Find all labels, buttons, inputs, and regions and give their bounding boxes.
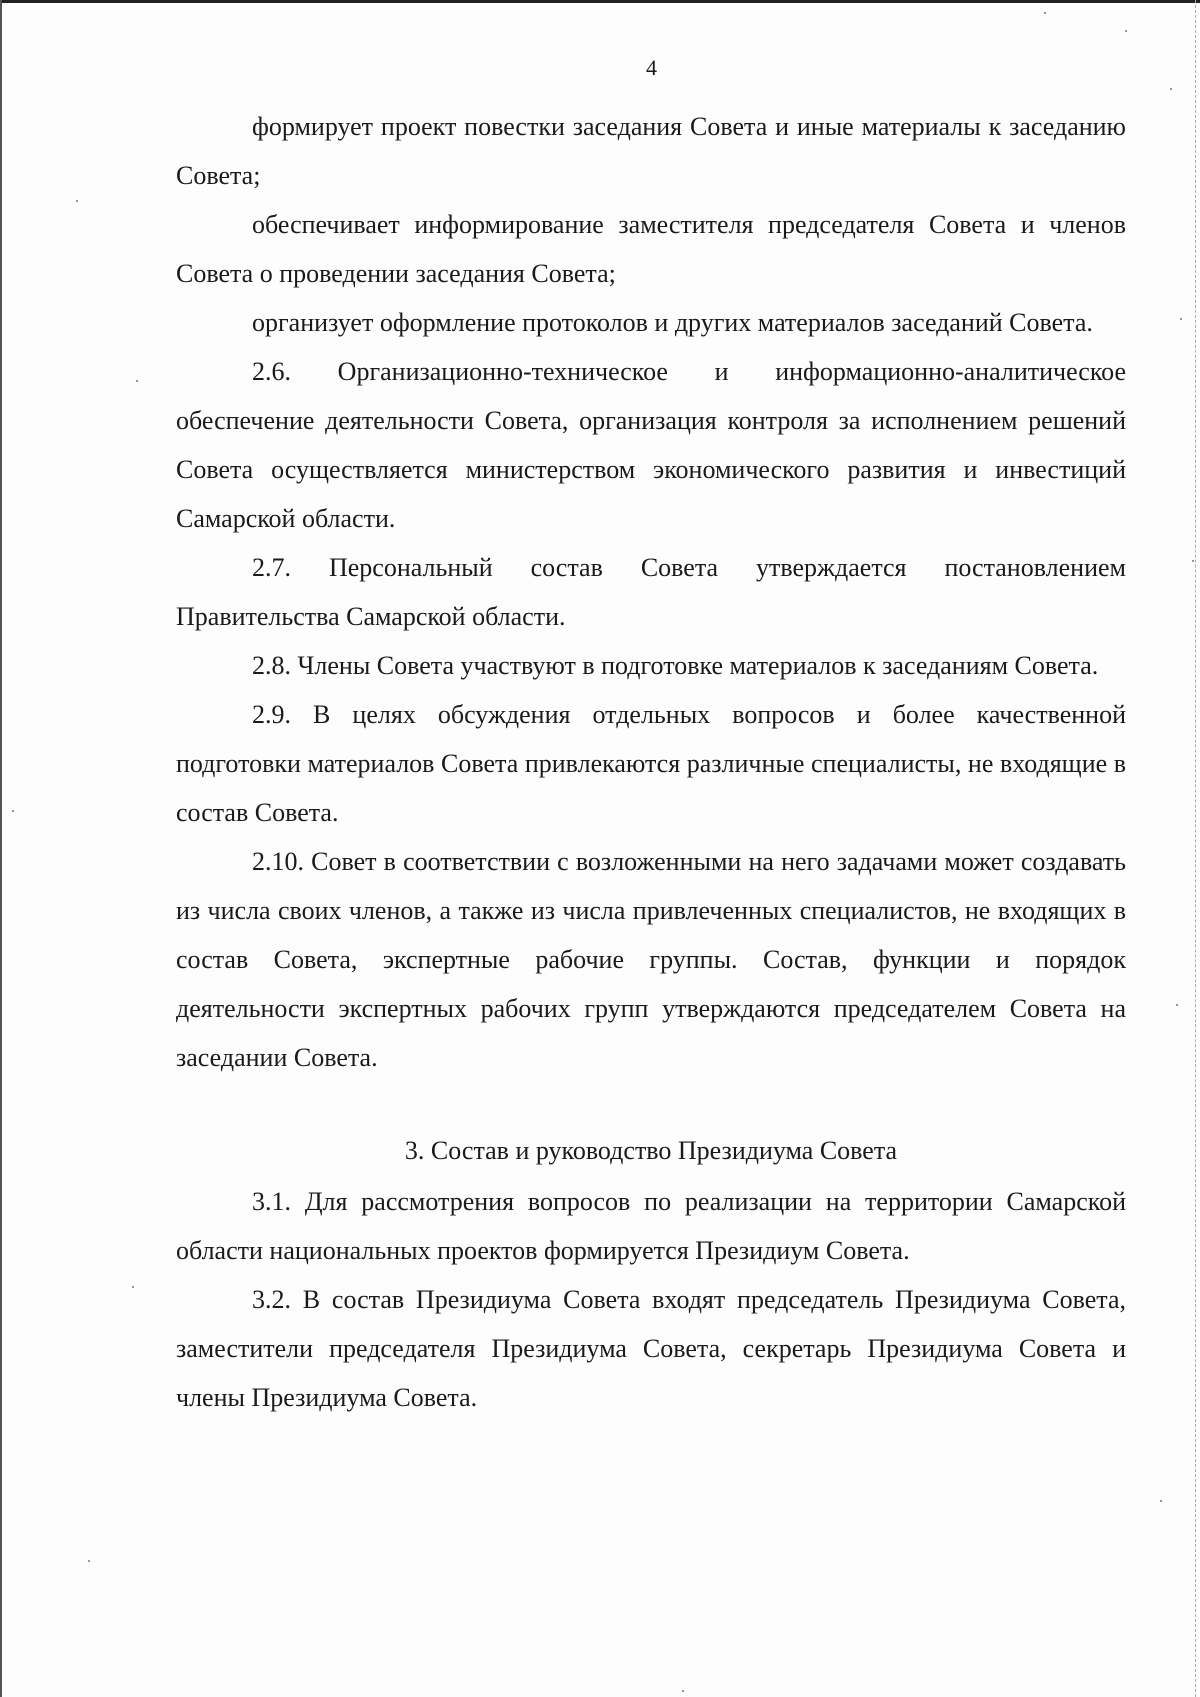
scan-speck — [1180, 318, 1182, 320]
document-body — [176, 102, 1126, 1422]
paragraph: организует оформление протоколов и других материалов заседаний Совета. — [252, 308, 1093, 337]
paragraph: 2.6. Организационно-техническое и информационно-аналитическое обеспечение деятельности Совета, организация контроля за исполнением решений Совета осуществляется министерством экономического развития и инвестиций Самарской области. — [176, 357, 1126, 533]
page-number: 4 — [646, 55, 657, 80]
scan-speck — [1044, 12, 1046, 14]
scan-speck — [76, 200, 78, 202]
scan-speck — [132, 1286, 134, 1288]
scan-speck — [136, 380, 138, 382]
scan-speck — [12, 810, 14, 812]
paragraph: 2.9. В целях обсуждения отдельных вопросов и более качественной подготовки материалов Совета привлекаются различные специалисты, не входящие в состав Совета. — [176, 700, 1126, 827]
paragraph: 2.8. Члены Совета участвуют в подготовке материалов к заседаниям Совета. — [252, 651, 1099, 680]
scan-speck — [1160, 1500, 1162, 1502]
paragraph: 3.2. В состав Президиума Совета входят председатель Президиума Совета, заместители председателя Президиума Совета, секретарь Президиума Совета и члены Президиума Совета. — [176, 1285, 1126, 1412]
scan-speck — [1192, 560, 1194, 562]
paragraph: 3.1. Для рассмотрения вопросов по реализации на территории Самарской области национальных проектов формируется Президиум Совета. — [176, 1187, 1126, 1265]
paragraph: обеспечивает информирование заместителя председателя Совета и членов Совета о проведении заседания Совета; — [176, 210, 1126, 288]
paragraph: 2.7. Персональный состав Совета утверждается постановлением Правительства Самарской области. — [176, 553, 1126, 631]
scan-speck — [1176, 1004, 1178, 1006]
paragraph: 2.10. Совет в соответствии с возложенными на него задачами может создавать из числа своих членов, а также из числа привлеченных специалистов, не входящих в состав Совета, экспертные рабочие группы. Состав, функции и порядок деятельности экспертных рабочих групп утверждаются председателем Совета на заседании Совета. — [176, 847, 1126, 1072]
paragraph: формирует проект повестки заседания Совета и иные материалы к заседанию Совета; — [176, 112, 1126, 190]
scan-speck — [1170, 88, 1172, 90]
scan-speck — [88, 1560, 90, 1562]
scan-speck — [1125, 30, 1127, 32]
scan-speck — [682, 1690, 684, 1692]
scan-left-border — [0, 0, 2, 1697]
scan-top-border — [0, 0, 1200, 3]
scan-right-edge — [1195, 0, 1200, 1697]
section-heading: 3. Состав и руководство Президиума Совета — [404, 1136, 898, 1165]
